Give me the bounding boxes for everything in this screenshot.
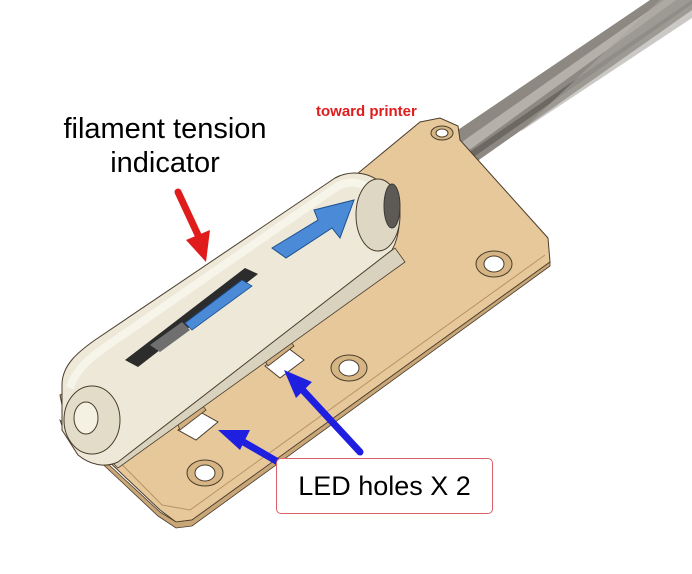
screw-hole-right [476, 251, 512, 277]
screw-hole-front [187, 460, 223, 486]
tension-indicator-label [30, 112, 300, 180]
tension-label-line1: filament tension [63, 113, 267, 145]
screw-hole-rear [431, 126, 453, 140]
screw-hole-middle [331, 355, 367, 381]
led-holes-label: LED holes X 2 [276, 458, 493, 514]
tension-label-line2: indicator [110, 147, 220, 179]
red-pointer-arrow [178, 192, 210, 262]
toward-printer-label: toward printer [316, 103, 417, 120]
